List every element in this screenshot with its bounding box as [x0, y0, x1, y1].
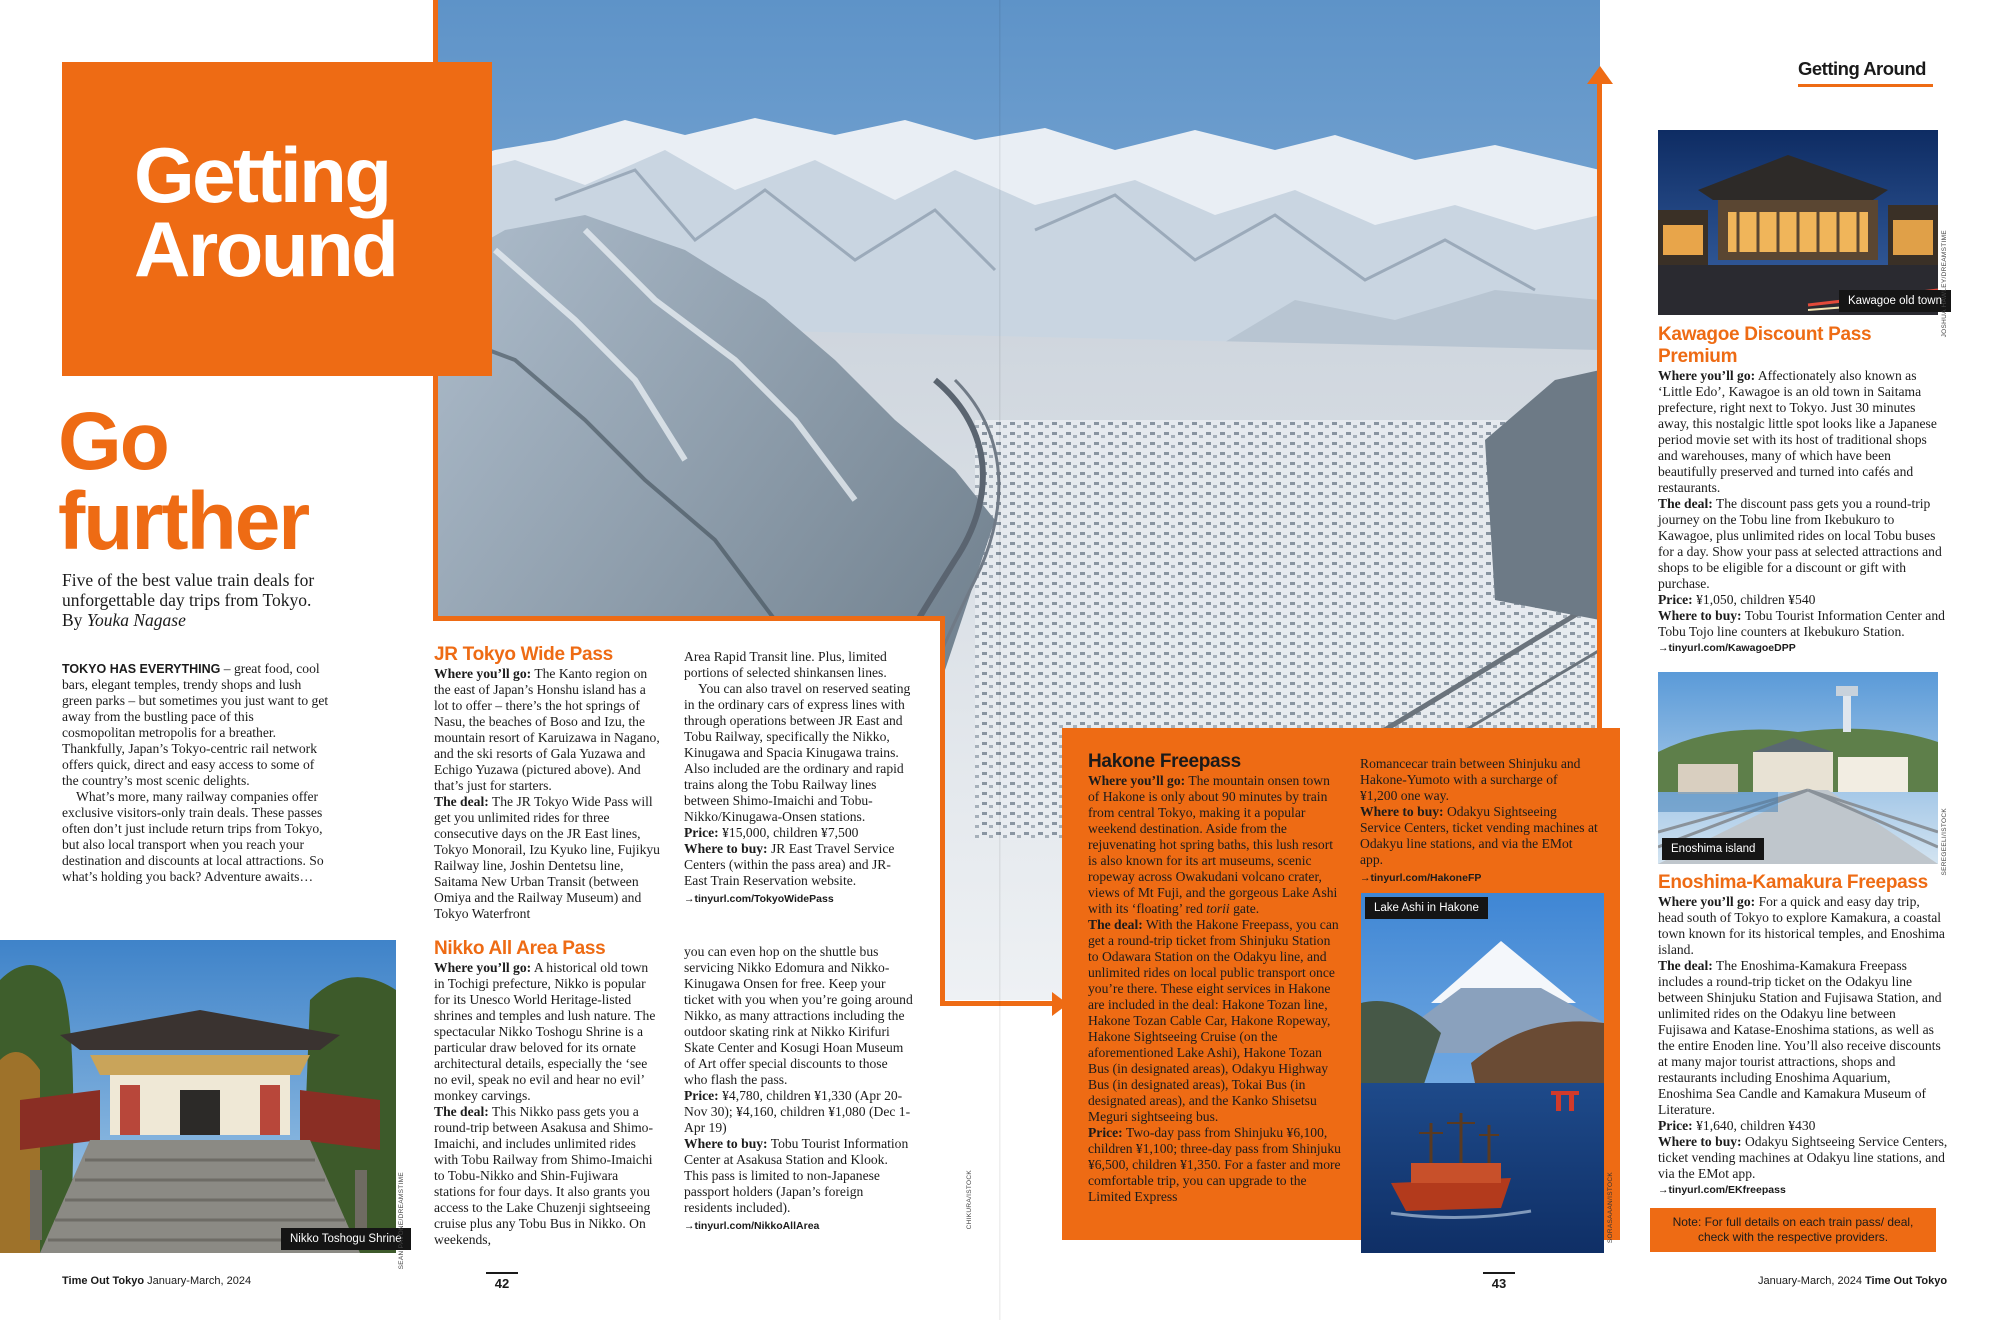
page-number-right-text: 43	[1491, 1276, 1507, 1291]
hakone-go-text: The mountain onsen town of Hakone is only about 90 minutes by train from central Tokyo, making it a popular weekend destination. Aside from the rejuvenating hot spring baths, this lush resort is also known for its art museums, scenic ropeway across Owakudani volcano crater, views of Mt Fuji, and the gorgeous Lake Ashi with its ‘floating’ red	[1088, 773, 1338, 916]
nikko-col2-p1: you can even hop on the shuttle bus servicing Nikko Edomura and Nikko-Kinugawa Onsen for free. Keep your ticket with you when you’re going around Nikko, as many attractions including the outdoor skating rink at Nikko Kirifuri Skate Center and Kosugi Hoan Museum of Art offer special discounts to those who flash the pass.	[684, 944, 913, 1087]
kawagoe-section	[1658, 324, 1948, 654]
hakone-section	[1088, 751, 1344, 1205]
jr-col2-p1: Area Rapid Transit line. Plus, limited portions of selected shinkansen lines.	[684, 649, 887, 680]
section-label-text: Getting Around	[1798, 58, 1926, 79]
enoshima-buy-text: Odakyu Sightseeing Service Centers, ticket vending machines at Odakyu line stations, and via the EMot app.	[1658, 1134, 1948, 1181]
kawagoe-deal-text: The discount pass gets you a round-trip journey on the Tobu line from Ikebukuro to Kawagoe, plus unlimited rides on local Tobu buses for a day. Show your pass at selected attractions and shops to be eligible for a discount or gift with purchase.	[1658, 496, 1942, 591]
jr-deal-text: The JR Tokyo Wide Pass will get you unlimited rides for three consecutive days on the JR East lines, Tokyo Monorail, Izu Kyuko line, Fujikyu Railway line, Joshin Dentetsu line, Saitama New Urban Transit (between Omiya and the Railway Museum) and Tokyo Waterfront	[434, 794, 660, 921]
orange-border-right	[1597, 78, 1602, 728]
nikko-col2	[684, 944, 914, 1234]
page-number-right-rule	[1483, 1272, 1515, 1274]
jr-col2-p2: You can also travel on reserved seating in the ordinary cars of express lines with through operations between JR East and Tobu Railway, specifically the Nikko, Kinugawa and Spacia Kinugawa trains. Also included are the ordinary and rapid trains along the Tobu Railway lines between Shimo-Imaichi and Tobu-Nikko/Kinugawa-Onsen stations.	[684, 681, 911, 824]
page-number-left-text: 42	[494, 1276, 510, 1291]
byline-prefix: By	[62, 610, 87, 630]
headline-line-1: Go	[58, 396, 168, 487]
jr-deal-label: The deal:	[434, 794, 489, 809]
jr-price-text: ¥15,000, children ¥7,500	[718, 825, 859, 840]
jr-col2	[684, 649, 914, 907]
footer-right-brand: Time Out Tokyo	[1865, 1275, 1948, 1287]
kawagoe-buy-label: Where to buy:	[1658, 608, 1742, 623]
enoshima-photo	[1658, 672, 1938, 864]
hakone-col2-p1: Romancecar train between Shinjuku and Hakone-Yumoto with a surcharge of ¥1,200 one way.	[1360, 756, 1581, 803]
jr-link[interactable]: →tinyurl.com/TokyoWidePass	[684, 893, 834, 905]
enoshima-price-text: ¥1,640, children ¥430	[1692, 1118, 1816, 1133]
enoshima-link-text[interactable]: tinyurl.com/EKfreepass	[1668, 1184, 1786, 1196]
standfirst	[62, 570, 362, 630]
hakone-buy-text: Odakyu Sightseeing Service Centers, ticket vending machines at Odakyu line stations, and via the EMot app.	[1360, 804, 1598, 867]
jr-title: JR Tokyo Wide Pass	[434, 644, 613, 665]
enoshima-caption: Enoshima island	[1662, 838, 1764, 860]
title-line-2: Around	[134, 205, 397, 293]
kawagoe-price-label: Price:	[1658, 592, 1693, 607]
enoshima-credit: SEREGEELI/ISTOCK	[1941, 808, 1948, 876]
standfirst-text: Five of the best value train deals for unforgettable day trips from Tokyo.	[62, 570, 315, 610]
jr-link-text[interactable]: tinyurl.com/TokyoWidePass	[694, 893, 834, 905]
nikko-link-text[interactable]: tinyurl.com/NikkoAllArea	[694, 1220, 820, 1232]
enoshima-section	[1658, 872, 1948, 1196]
nikko-buy-text: Tobu Tourist Information Center at Asakusa Station and Klook. This pass is limited to non-Japanese passport holders (Japan’s foreign residents included).	[684, 1136, 909, 1215]
note-text: Note: For full details on each train pass/ deal, check with the respective providers.	[1672, 1215, 1914, 1244]
jr-buy-text: JR East Travel Service Centers (within the pass area) and JR-East Train Reservation website.	[684, 841, 895, 888]
title-box	[62, 62, 492, 376]
kawagoe-deal-label: The deal:	[1658, 496, 1713, 511]
note-box	[1650, 1208, 1936, 1252]
kawagoe-caption: Kawagoe old town	[1839, 290, 1951, 312]
nikko-caption: Nikko Toshogu Shrine	[281, 1228, 411, 1250]
arrow-up-icon	[1587, 66, 1613, 84]
kawagoe-credit: JOSHUA HAWLEY/DREAMSTIME	[1941, 230, 1948, 338]
hakone-price-text: Two-day pass from Shinjuku ¥6,100, children ¥1,100; three-day pass from Shinjuku ¥6,500, children ¥1,350. For a faster and more comfortable trip, you can upgrade to the Limited Express	[1088, 1125, 1341, 1204]
page-gutter	[999, 0, 1001, 1320]
nikko-photo	[0, 940, 396, 1253]
kawagoe-price-text: ¥1,050, children ¥540	[1692, 592, 1816, 607]
nikko-credit: SEAN PAVONE/DREAMSTIME	[398, 1172, 405, 1270]
nikko-go-text: A historical old town in Tochigi prefecture, Nikko is popular for its Unesco World Heritage-listed shrines and temples and lush nature. The spectacular Nikko Toshogu Shrine is a particular draw beloved for its ornate architectural details, especially the ‘see no evil, speak no evil and hear no evil’ monkey carvings.	[434, 960, 656, 1103]
footer-right-date: January-March, 2024	[1758, 1275, 1865, 1287]
nikko-title: Nikko All Area Pass	[434, 938, 606, 959]
main-credit: CHIKURA/ISTOCK	[966, 1170, 973, 1230]
nikko-buy-label: Where to buy:	[684, 1136, 768, 1151]
orange-border-mid	[940, 616, 945, 1006]
hakone-deal-label: The deal:	[1088, 917, 1143, 932]
kawagoe-photo	[1658, 130, 1938, 315]
enoshima-title: Enoshima-Kamakura Freepass	[1658, 872, 1928, 893]
hakone-go-end: gate.	[1229, 901, 1260, 916]
intro-text	[62, 661, 330, 885]
hakone-caption: Lake Ashi in Hakone	[1365, 897, 1488, 919]
footer-left	[62, 1275, 251, 1287]
nikko-deal-label: The deal:	[434, 1104, 489, 1119]
nikko-price-label: Price:	[684, 1088, 719, 1103]
footer-left-brand: Time Out Tokyo	[62, 1275, 145, 1287]
intro-p1: – great food, cool bars, elegant temples, trendy shops and lush green parks – but sometimes you just want to get away from the bustling pace of this cosmopolitan metropolis for a breather. Thankfully, Japan’s Tokyo-centric rail network offers quick, direct and easy access to some of the country’s most scenic delights.	[62, 661, 329, 788]
section-label	[1798, 58, 1933, 87]
kawagoe-link[interactable]: →tinyurl.com/KawagoeDPP	[1658, 642, 1796, 654]
enoshima-deal-label: The deal:	[1658, 958, 1713, 973]
nikko-price-text: ¥4,780, children ¥1,330 (Apr 20-Nov 30); ¥4,160, children ¥1,080 (Dec 1-Apr 19)	[684, 1088, 911, 1135]
hakone-col2	[1360, 756, 1598, 886]
nikko-deal-text: This Nikko pass gets you a round-trip between Asakusa and Shimo-Imaichi, and includes unlimited rides with Tobu Railway from Shimo-Imaichi to Tobu-Nikko and Shin-Fujiwara stations for four days. It also grants you access to the Lake Chuzenji sightseeing cruise plus any Tobu Bus in Nikko. On weekends,	[434, 1104, 653, 1247]
kawagoe-link-text[interactable]: tinyurl.com/KawagoeDPP	[1668, 642, 1796, 654]
section-label-rule	[1798, 84, 1933, 87]
intro-p2: What’s more, many railway companies offer exclusive visitors-only train deals. These passes often don’t just include return trips from Tokyo, but also local transport when you reach your destination and discounts at local attractions. So what’s holding you back? Adventure awaits…	[62, 789, 324, 884]
hakone-price-label: Price:	[1088, 1125, 1123, 1140]
hakone-link-text[interactable]: tinyurl.com/HakoneFP	[1370, 872, 1482, 884]
headline	[58, 396, 309, 567]
hakone-buy-label: Where to buy:	[1360, 804, 1444, 819]
hakone-title: Hakone Freepass	[1088, 751, 1241, 772]
kawagoe-go-text: Affectionately also known as ‘Little Edo’, Kawagoe is an old town in Saitama prefecture, right next to Tokyo. Just 30 minutes away, this nostalgic little spot looks like a Japanese period movie set with its host of traditional shops and warehouses, many of which have been beautifully preserved and turned into cafés and restaurants.	[1658, 368, 1937, 495]
nikko-section	[434, 938, 660, 1248]
nikko-link[interactable]: →tinyurl.com/NikkoAllArea	[684, 1220, 820, 1232]
enoshima-price-label: Price:	[1658, 1118, 1693, 1133]
jr-price-label: Price:	[684, 825, 719, 840]
hakone-link[interactable]: →tinyurl.com/HakoneFP	[1360, 872, 1482, 884]
hakone-deal-text: With the Hakone Freepass, you can get a round-trip ticket from Shinjuku Station to Odawara Station on the Odakyu line, and unlimited rides on local public transport once you’re there. These eight services in Hakone are included in the deal: Hakone Tozan line, Hakone Tozan Cable Car, Hakone Ropeway, Hakone Sightseeing Cruise (on the aforementioned Lake Ashi), Hakone Tozan Bus (in designated areas), Odakyu Highway Bus (in designated areas), Tokai Bus (in designated areas), and the Kanko Shisetsu Meguri sightseeing bus.	[1088, 917, 1339, 1124]
footer-right	[1758, 1275, 1947, 1287]
hakone-photo	[1361, 893, 1604, 1253]
kawagoe-go-label: Where you’ll go:	[1658, 368, 1756, 383]
enoshima-deal-text: The Enoshima-Kamakura Freepass includes a round-trip ticket on the Odakyu line between Shinjuku Station and Fujisawa Station, and unlimited rides on the Odakyu line between Fujisawa and Katase-Enoshima stations, as well as the entire Enoden line. You’ll also receive discounts at many major tourist attractions, shops and restaurants including Enoshima Aquarium, Enoshima Sea Candle and Kamakura Museum of Literature.	[1658, 958, 1942, 1117]
byline-name: Youka Nagase	[86, 610, 186, 630]
page-number-right	[1483, 1272, 1515, 1291]
headline-line-2: further	[58, 476, 309, 567]
enoshima-buy-label: Where to buy:	[1658, 1134, 1742, 1149]
nikko-go-label: Where you’ll go:	[434, 960, 532, 975]
kawagoe-buy-text: Tobu Tourist Information Center and Tobu Tojo line counters at Ikebukuro Station.	[1658, 608, 1945, 639]
kawagoe-title: Kawagoe Discount Pass Premium	[1658, 324, 1872, 367]
page-number-left	[486, 1272, 518, 1291]
hakone-credit: SORASAAAN/ISTOCK	[1607, 1172, 1614, 1244]
enoshima-go-text: For a quick and easy day trip, head south of Tokyo to explore Kamakura, a coastal town known for its historical temples, and Enoshima island.	[1658, 894, 1945, 957]
orange-border-top	[433, 616, 945, 621]
enoshima-link[interactable]: →tinyurl.com/EKfreepass	[1658, 1184, 1786, 1196]
hakone-go-italic: torii	[1206, 901, 1230, 916]
hakone-go-label: Where you’ll go:	[1088, 773, 1186, 788]
jr-go-label: Where you’ll go:	[434, 666, 532, 681]
jr-go-text: The Kanto region on the east of Japan’s Honshu island has a lot to offer – there’s the hot springs of Nasu, the beaches of Boso and Izu, the mountain resort of Karuizawa in Nagano, and the ski resorts of Gala Yuzawa and Echigo Yuzawa (pictured above). And that’s just for starters.	[434, 666, 660, 793]
footer-left-date: January-March, 2024	[144, 1275, 252, 1287]
intro-lead: TOKYO HAS EVERYTHING	[62, 662, 221, 676]
jr-buy-label: Where to buy:	[684, 841, 768, 856]
page-number-left-rule	[486, 1272, 518, 1274]
jr-section	[434, 644, 660, 922]
title-line-1: Getting	[134, 131, 390, 219]
enoshima-go-label: Where you’ll go:	[1658, 894, 1756, 909]
